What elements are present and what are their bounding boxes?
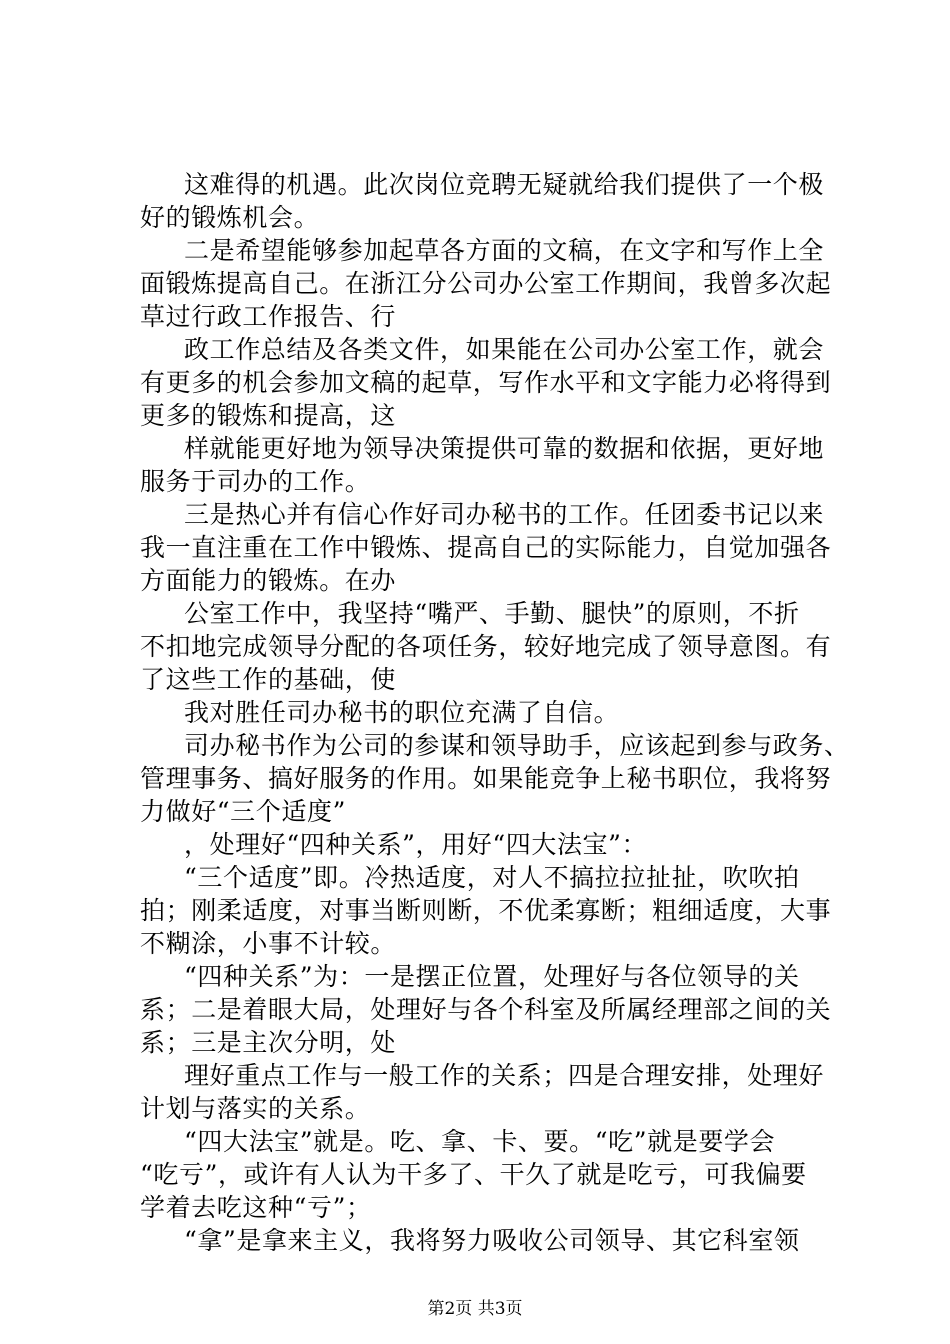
text-line: 计划与落实的关系。 <box>140 1094 371 1123</box>
text-line: 力做好“三个适度” <box>140 797 346 826</box>
text-line: 拍；刚柔适度，对事当断则断，不优柔寡断；粗细适度，大事 <box>140 896 832 925</box>
document-body <box>140 168 850 1257</box>
text-line: 理好重点工作与一般工作的关系；四是合理安排，处理好 <box>184 1061 825 1090</box>
text-line: 公室工作中，我坚持“嘴严、手勤、腿快”的原则，不折 <box>184 599 800 628</box>
text-line: 这难得的机遇。此次岗位竞聘无疑就给我们提供了一个极 <box>184 170 825 199</box>
text-line: 三是热心并有信心作好司办秘书的工作。任团委书记以来 <box>184 500 825 529</box>
text-line: 系；三是主次分明，处 <box>140 1028 397 1057</box>
text-line: “四大法宝”就是。吃、拿、卡、要。“吃”就是要学会 <box>184 1127 776 1156</box>
text-line: 样就能更好地为领导决策提供可靠的数据和依据，更好地 <box>184 434 825 463</box>
text-line: 服务于司办的工作。 <box>140 467 371 496</box>
text-line: 方面能力的锻炼。在办 <box>140 566 397 595</box>
text-line: 管理事务、搞好服务的作用。如果能竞争上秘书职位，我将努 <box>140 764 832 793</box>
text-line: “四种关系”为：一是摆正位置，处理好与各位领导的关 <box>184 962 800 991</box>
text-line: ，处理好“四种关系”，用好“四大法宝”： <box>184 830 648 859</box>
text-line: 学着去吃这种“亏”； <box>140 1193 372 1222</box>
text-line: “三个适度”即。冷热适度，对人不搞拉拉扯扯，吹吹拍 <box>184 863 800 892</box>
text-line: 更多的锻炼和提高，这 <box>140 401 397 430</box>
text-line: 系；二是着眼大局，处理好与各个科室及所属经理部之间的关 <box>140 995 832 1024</box>
text-line: “拿”是拿来主义，我将努力吸收公司领导、其它科室领 <box>184 1226 800 1255</box>
text-line: 了这些工作的基础，使 <box>140 665 397 694</box>
text-line: 我对胜任司办秘书的职位充满了自信。 <box>184 698 620 727</box>
page-footer: 第2页 共3页 <box>427 1299 523 1319</box>
text-line: 二是希望能够参加起草各方面的文稿，在文字和写作上全 <box>184 236 825 265</box>
text-line: 不扣地完成领导分配的各项任务，较好地完成了领导意图。有 <box>140 632 832 661</box>
text-line: 我一直注重在工作中锻炼、提高自己的实际能力，自觉加强各 <box>140 533 832 562</box>
text-line: 草过行政工作报告、行 <box>140 302 397 331</box>
text-line: 不糊涂，小事不计较。 <box>140 929 397 958</box>
text-line: 面锻炼提高自己。在浙江分公司办公室工作期间，我曾多次起 <box>140 269 832 298</box>
text-line: 好的锻炼机会。 <box>140 203 320 232</box>
text-line: 政工作总结及各类文件，如果能在公司办公室工作，就会 <box>184 335 825 364</box>
text-line: “吃亏”，或许有人认为干多了、干久了就是吃亏，可我偏要 <box>140 1160 807 1189</box>
text-line: 有更多的机会参加文稿的起草，写作水平和文字能力必将得到 <box>140 368 832 397</box>
text-line: 司办秘书作为公司的参谋和领导助手，应该起到参与政务、 <box>184 731 850 760</box>
